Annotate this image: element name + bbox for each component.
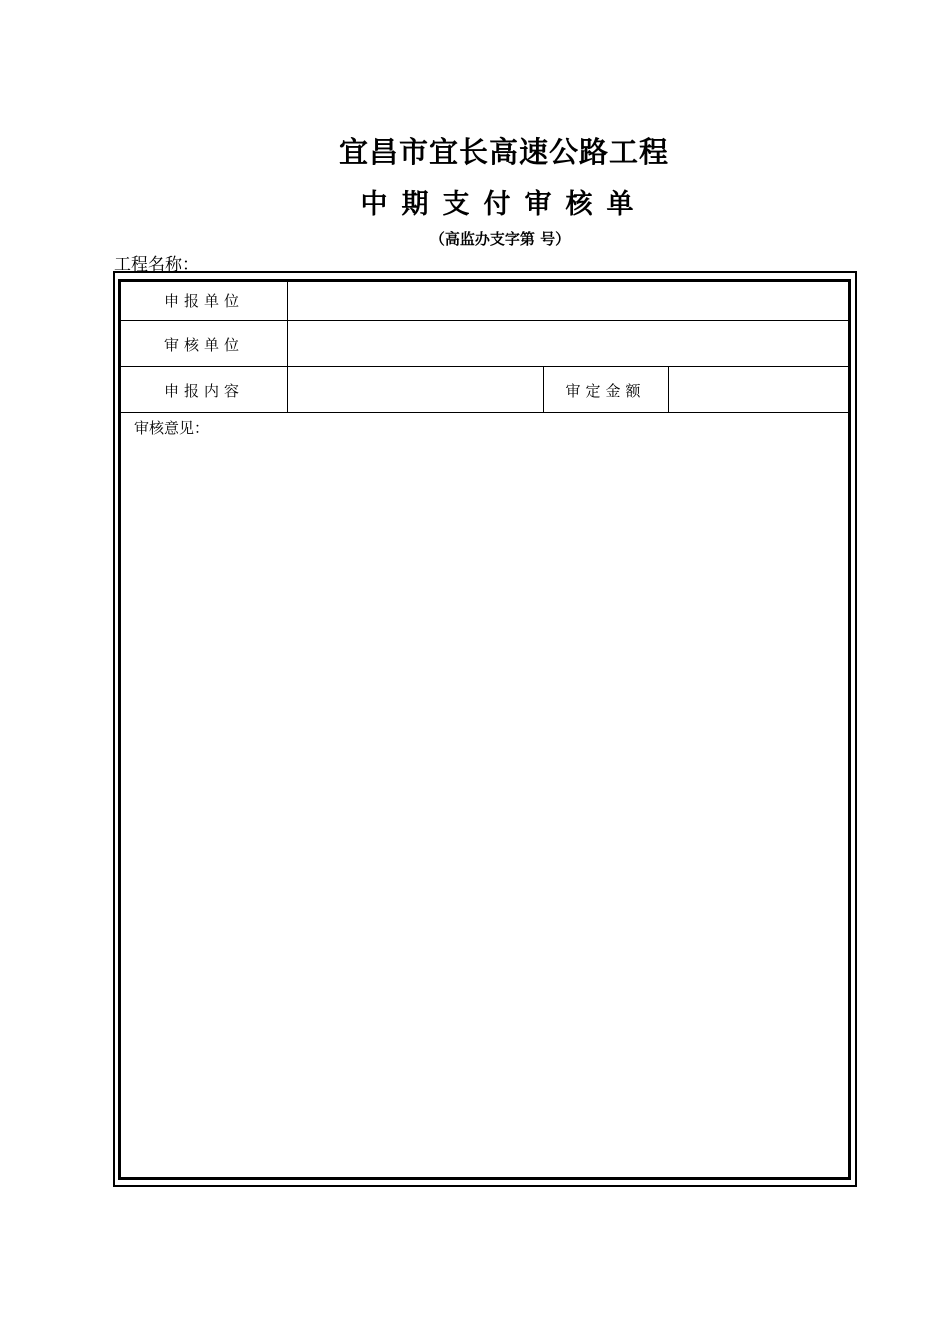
column-divider (287, 281, 288, 412)
document-subtitle: 中期支付审核单 (360, 189, 648, 220)
document-title: 宜昌市宜长高速公路工程 (338, 135, 669, 169)
applicant-unit-label: 申报单位 (163, 292, 244, 310)
document-number: （高监办支字第 号） (429, 230, 571, 248)
application-content-label: 申报内容 (163, 382, 244, 400)
review-unit-label: 审核单位 (163, 336, 244, 354)
review-opinion-field[interactable] (134, 440, 834, 1160)
approved-amount-label: 审定金额 (565, 382, 646, 400)
row-divider (121, 320, 849, 321)
row-divider (121, 412, 849, 413)
row-divider (121, 366, 849, 367)
project-name-label: 工程名称： (114, 255, 199, 275)
column-divider (668, 366, 669, 412)
review-opinion-label: 审核意见： (134, 419, 210, 437)
